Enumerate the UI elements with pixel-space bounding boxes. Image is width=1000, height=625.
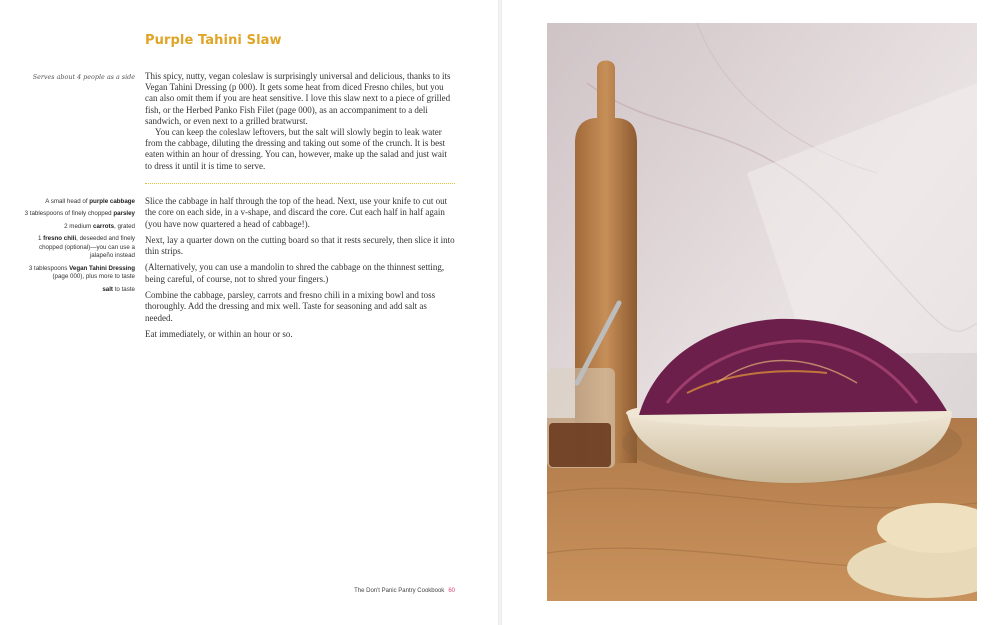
page-number: 60 (448, 588, 455, 594)
recipe-title: Purple Tahini Slaw (145, 33, 282, 48)
book-title: The Don't Panic Pantry Cookbook (354, 588, 445, 594)
page-footer (300, 588, 455, 594)
intro-paragraph: This spicy, nutty, vegan coleslaw is surprisingly universal and delicious, thanks to its Vegan Tahini Dressing (p 000). It gets some heat from diced Fresno chiles, but you can also omit them if you are heat sensitive. I love this slaw next to a piece of grilled fish, or the Herbed Panko Fish Filet (page 000), as an accompaniment to a deli sandwich, or even next to a grilled bratwurst. (145, 71, 451, 126)
right-page (502, 0, 1000, 625)
slaw-photo (547, 23, 977, 601)
ingredient-item: 2 medium carrots, grated (64, 222, 135, 230)
ingredient-item: A small head of purple cabbage (45, 198, 135, 205)
method-step: Next, lay a quarter down on the cutting board so that it rests securely, then slice it into thin strips. (145, 234, 455, 257)
method-step: (Alternatively, you can use a mandolin to shred the cabbage on the thinnest setting, being careful, of course, not to shred your fingers.) (145, 262, 445, 284)
recipe-intro (145, 71, 455, 172)
ingredient-item: 3 tablespoons Vegan Tahini Dressing (page 000), plus more to taste (28, 264, 135, 281)
dotted-divider (145, 183, 455, 184)
left-page (0, 0, 498, 625)
method-step: Slice the cabbage in half through the top of the head. Next, use your knife to cut out the core on each side, in a v-shape, and discard the core. Cut each half in half again (you have now quartered a head of cabbage!). (145, 196, 448, 229)
ingredient-list (20, 198, 135, 298)
method-step: Eat immediately, or within an hour or so. (145, 328, 293, 339)
ingredient-item: salt to taste (102, 285, 135, 293)
ingredient-item: 3 tablespoons of finely chopped parsley (24, 210, 135, 218)
method-step: Combine the cabbage, parsley, carrots and fresno chili in a mixing bowl and toss thoroughly. Add the dressing and mix well. Taste for seasoning and add salt as needed. (145, 290, 436, 323)
ingredient-item: 1 fresno chili, deseeded and finely chopped (optional)—you can use a jalapeño instead (37, 235, 135, 260)
recipe-method (145, 196, 455, 345)
intro-paragraph: You can keep the coleslaw leftovers, but the salt will slowly begin to leak water from the cabbage, diluting the dressing and taking out some of the crunch. It is best eaten within an hour of dressing. You can, however, make up the salad and just wait to dress it until it is time to serve. (145, 127, 447, 171)
serves-note: Serves about 4 people as a side (32, 73, 135, 81)
